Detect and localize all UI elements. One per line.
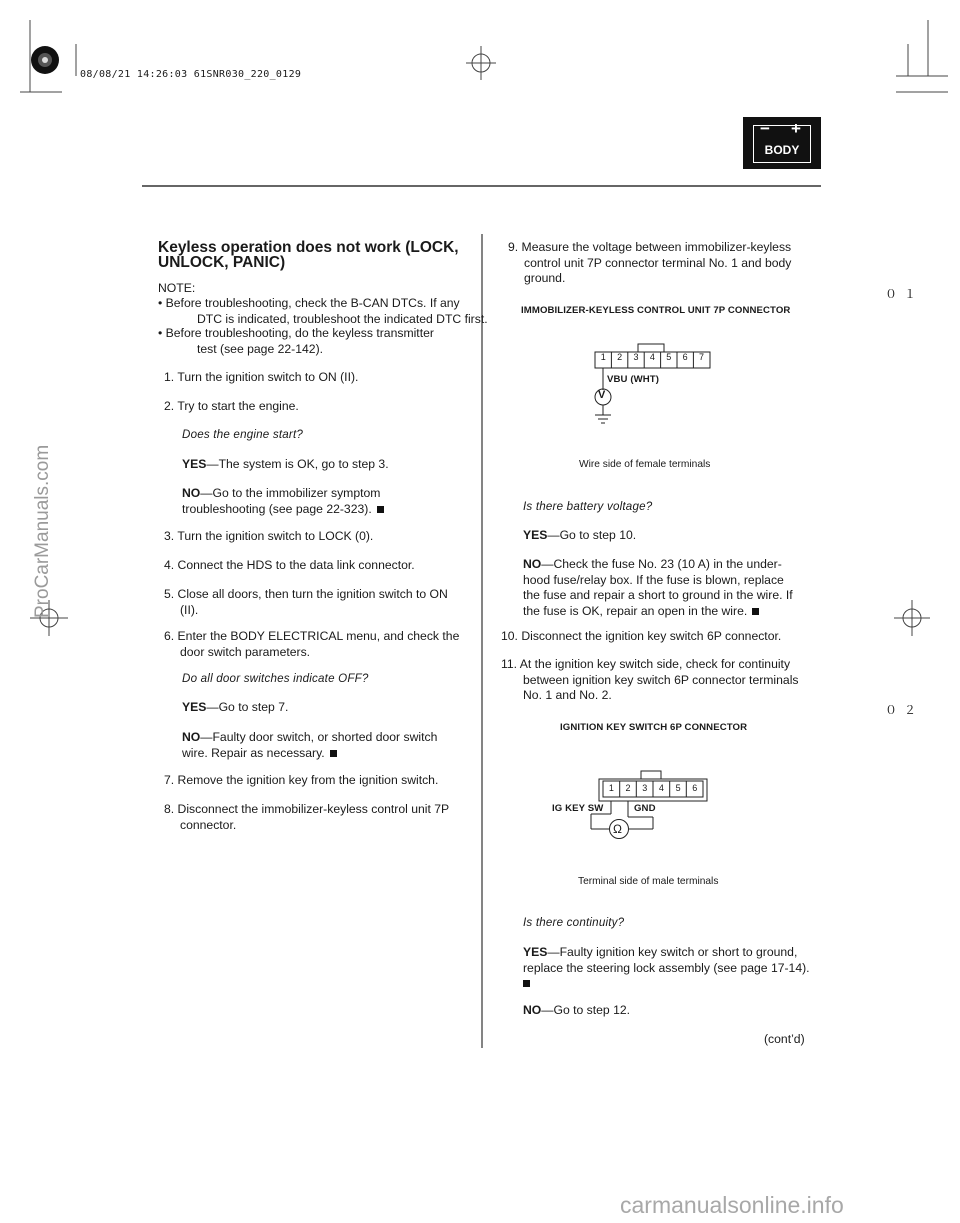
continued-label: (cont’d): [764, 1032, 805, 1046]
step-8: 8. Disconnect the immobilizer-keyless control unit 7P connector.: [164, 802, 450, 832]
page-title: Keyless operation does not work (LOCK, UNLOCK, PANIC): [158, 239, 459, 271]
answer-no-4: NO—Go to step 12.: [523, 1003, 631, 1017]
answer-no-1: NO—Go to the immobilizer symptom troubleshooting (see page 22-323).: [182, 486, 384, 517]
pin-number: 2: [617, 352, 623, 362]
step-3: 3. Turn the ignition switch to LOCK (0).: [164, 529, 374, 543]
figure-2-pin-row: [603, 783, 703, 793]
answer-no-3: NO—Check the fuse No. 23 (10 A) in the under- hood fuse/relay box. If the fuse is blown, replace the fuse and repair a short to ground in the wire. If the fuse is OK, repair an open in the wire.: [523, 557, 793, 618]
pin-number: 7: [699, 352, 705, 362]
figure-2-title: IGNITION KEY SWITCH 6P CONNECTOR: [560, 722, 748, 733]
note-title: NOTE:: [158, 281, 196, 295]
pin-number: 3: [642, 783, 648, 793]
step-4: 4. Connect the HDS to the data link connector.: [164, 558, 415, 572]
gnd-label: GND: [634, 803, 656, 814]
pin-number: 4: [649, 352, 655, 362]
pin-number: 3: [633, 352, 639, 362]
pin-number: 5: [675, 783, 681, 793]
step-9: 9. Measure the voltage between immobilizer-keyless control unit 7P connector terminal No. 1 and body ground.: [508, 240, 792, 286]
note-item-2: • Before troubleshooting, do the keyless transmitter test (see page 22-142).: [158, 326, 434, 356]
badge-label: BODY: [764, 143, 800, 157]
step-2: 2. Try to start the engine.: [164, 399, 299, 413]
print-stamp: 08/08/21 14:26:03 61SNR030_220_0129: [80, 69, 302, 80]
pin-number: 5: [666, 352, 672, 362]
voltmeter-icon: V: [598, 389, 606, 401]
battery-plus-icon: +: [791, 119, 801, 138]
answer-no-2: NO—Faulty door switch, or shorted door switch wire. Repair as necessary.: [182, 730, 438, 760]
end-mark-icon: [330, 750, 337, 757]
answer-yes-2: YES—Go to step 7.: [182, 700, 289, 714]
step-6: 6. Enter the BODY ELECTRICAL menu, and check the door switch parameters.: [164, 629, 460, 659]
step-11: 11. At the ignition key switch side, check for continuity between ignition key switch 6P connector terminals No. 1 and No. 2.: [501, 657, 799, 703]
answer-yes-4: YES—Faulty ignition key switch or short to ground, replace the steering lock assembly (see page 17-14).: [523, 945, 810, 992]
answer-yes-1: YES—The system is OK, go to step 3.: [182, 457, 389, 471]
figure-1-caption: Wire side of female terminals: [579, 459, 711, 470]
step-7: 7. Remove the ignition key from the ignition switch.: [164, 773, 439, 787]
question-continuity: Is there continuity?: [523, 916, 625, 929]
body-section-badge: [743, 117, 821, 169]
note-item-1: • Before troubleshooting, check the B-CAN DTCs. If any DTC is indicated, troubleshoot the indicated DTC first.: [158, 296, 488, 326]
wire-label: VBU (WHT): [607, 374, 660, 385]
watermark-left: ProCarManuals.com: [32, 444, 53, 618]
side-mark-02: ０２: [885, 703, 924, 717]
pin-number: 1: [600, 352, 606, 362]
end-mark-icon: [752, 608, 759, 615]
step-1: 1. Turn the ignition switch to ON (II).: [164, 370, 359, 384]
question-engine-start: Does the engine start?: [182, 428, 304, 441]
watermark-bottom: carmanualsonline.info: [620, 1192, 844, 1218]
step-5: 5. Close all doors, then turn the ignition switch to ON (II).: [164, 587, 448, 617]
ig-key-sw-label: IG KEY SW: [552, 803, 604, 814]
figure-1-title: IMMOBILIZER-KEYLESS CONTROL UNIT 7P CONNECTOR: [521, 305, 791, 316]
pin-number: 6: [682, 352, 688, 362]
pin-number: 6: [692, 783, 698, 793]
side-mark-01: ０１: [885, 287, 924, 301]
figure-2-caption: Terminal side of male terminals: [578, 876, 719, 887]
ohmmeter-icon: Ω: [613, 822, 622, 836]
figure-1-pin-row: [595, 352, 710, 362]
step-10: 10. Disconnect the ignition key switch 6P connector.: [501, 629, 782, 643]
end-mark-icon: [377, 506, 384, 513]
question-door-switches: Do all door switches indicate OFF?: [182, 672, 369, 685]
question-battery-voltage: Is there battery voltage?: [523, 500, 653, 513]
end-mark-icon: [523, 980, 530, 987]
battery-minus-icon: −: [760, 119, 770, 138]
pin-number: 2: [625, 783, 631, 793]
answer-yes-3: YES—Go to step 10.: [523, 528, 637, 542]
pin-number: 1: [608, 783, 614, 793]
pin-number: 4: [658, 783, 664, 793]
